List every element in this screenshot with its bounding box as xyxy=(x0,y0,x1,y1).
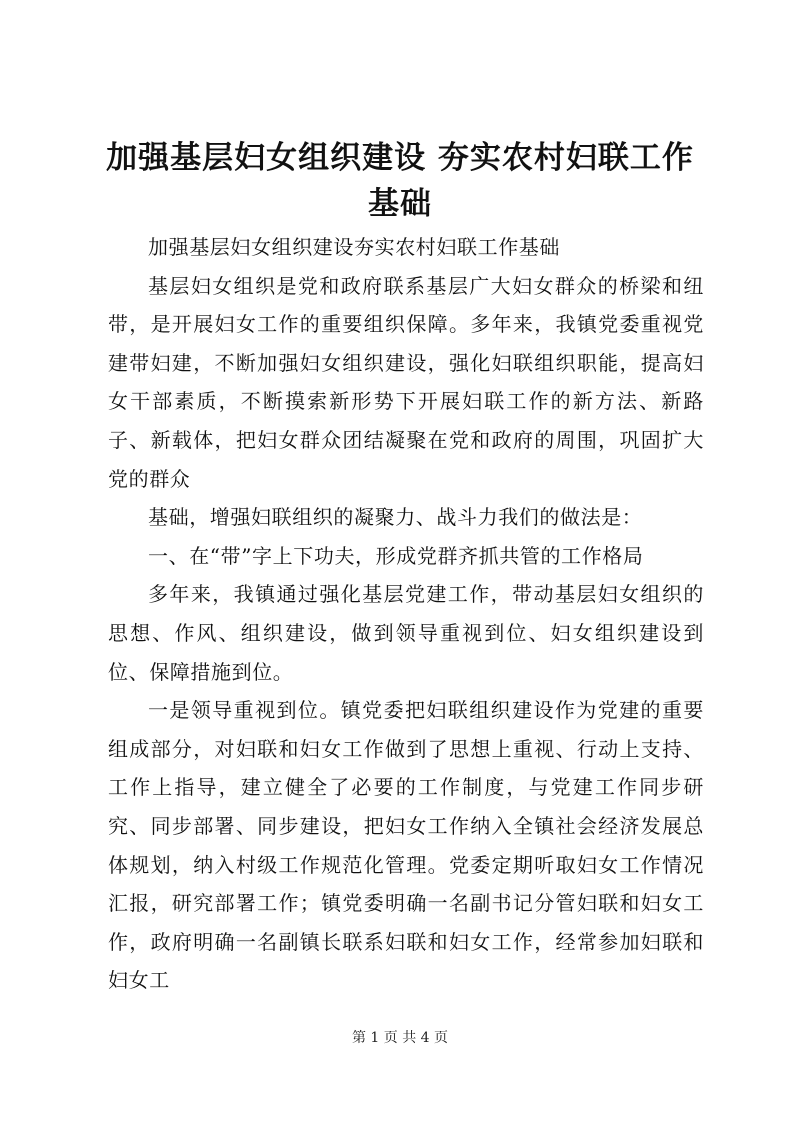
document-body xyxy=(108,228,704,1000)
paragraph-intro: 基层妇女组织是党和政府联系基层广大妇女群众的桥梁和纽带，是开展妇女工作的重要组织保障。多年来，我镇党委重视党建带妇建，不断加强妇女组织建设，强化妇联组织职能，提高妇女干部素质，不断摸索新形势下开展妇联工作的新方法、新路子、新载体，把妇女群众团结凝聚在党和政府的周围，巩固扩大党的群众 xyxy=(108,273,704,491)
paragraph-section-heading: 一、在“带”字上下功夫，形成党群齐抓共管的工作格局 xyxy=(148,543,644,568)
paragraph-subtitle: 加强基层妇女组织建设夯实农村妇联工作基础 xyxy=(148,235,560,259)
page-number-footer: 第 1 页 共 4 页 xyxy=(351,1030,449,1046)
paragraph-method: 基础，增强妇联组织的凝聚力、战斗力我们的做法是： xyxy=(148,505,643,530)
document-title: 加强基层妇女组织建设 夯实农村妇联工作基础 xyxy=(106,140,694,222)
paragraph-section-intro: 多年来，我镇通过强化基层党建工作，带动基层妇女组织的思想、作风、组织建设，做到领导重视到位、妇女组织建设到位、保障措施到位。 xyxy=(108,582,704,684)
paragraph-leadership: 一是领导重视到位。镇党委把妇联组织建设作为党建的重要组成部分，对妇联和妇女工作做到了思想上重视、行动上支持、工作上指导，建立健全了必要的工作制度，与党建工作同步研究、同步部署、同步建设，把妇女工作纳入全镇社会经济发展总体规划，纳入村级工作规范化管理。党委定期听取妇女工作情况汇报，研究部署工作；镇党委明确一名副书记分管妇联和妇女工作，政府明确一名副镇长联系妇联和妇女工作，经常参加妇联和妇女工 xyxy=(108,698,704,993)
